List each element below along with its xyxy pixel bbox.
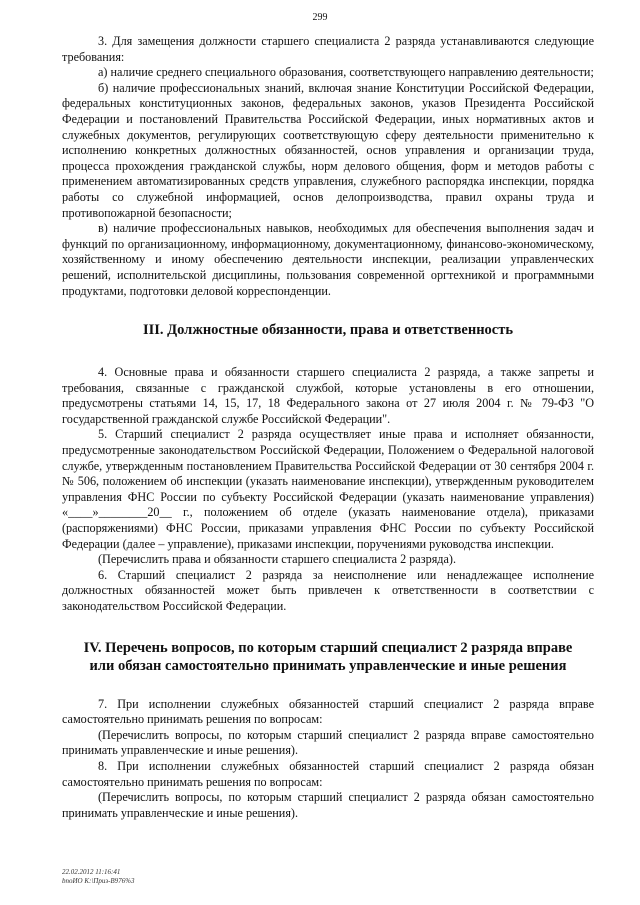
document-body <box>62 34 594 821</box>
page-number: 299 <box>312 12 328 23</box>
paragraph-6: 6. Старший специалист 2 разряда за неисполнение или ненадлежащее исполнение должностных обязанностей может быть привлечен к ответственности в соответствии с законодательством Российской Федерации. <box>62 567 594 613</box>
paragraph-requirements-intro: 3. Для замещения должности старшего специалиста 2 разряда устанавливаются следующие требования: <box>62 34 594 64</box>
paragraph-requirement-b: б) наличие профессиональных знаний, включая знание Конституции Российской Федерации, федеральных конституционных законов, федеральных законов, указов Президента Российской Федерации и постановлений Правительства Российской Федерации, иных нормативных актов и служебных документов, регулирующих соответствующую сферу деятельности применительно к исполнению конкретных должностных обязанностей, основ управления и организации труда, процесса прохождения гражданской службы, норм делового общения, форм и методов работы с применением автоматизированных средств управления, служебного распорядка инспекции, порядка работы со служебной информацией, основ делопроизводства, правил охраны труда и противопожарной безопасности; <box>62 80 594 220</box>
section-3-heading: III. Должностные обязанности, права и ответственность <box>142 322 514 339</box>
footer-file-path: bnoИО К:\Приз-В976%3 <box>62 877 135 885</box>
paragraph-8-note: (Перечислить вопросы, по которым старший специалист 2 разряда обязан самостоятельно принимать управленческие и иные решения). <box>62 790 594 820</box>
section-4-heading-line-2: или обязан самостоятельно принимать управленческие и иные решения <box>89 657 567 674</box>
paragraph-8: 8. При исполнении служебных обязанностей старший специалист 2 разряда обязан самостоятельно принимать решения по вопросам: <box>62 758 594 789</box>
paragraph-7: 7. При исполнении служебных обязанностей старший специалист 2 разряда вправе самостоятельно принимать решения по вопросам: <box>62 696 594 727</box>
paragraph-7-note: (Перечислить вопросы, по которым старший специалист 2 разряда вправе самостоятельно принимать управленческие и иные решения). <box>62 727 594 758</box>
paragraph-requirement-a: а) наличие среднего специального образования, соответствующего направлению деятельности; <box>98 65 594 80</box>
paragraph-5: 5. Старший специалист 2 разряда осуществляет иные права и исполняет обязанности, предусмотренные законодательством Российской Федерации, Положением о Федеральной налоговой службе, утвержденным постановлением Правительства Российской Федерации от 30 сентября 2004 г. № 506, положением об инспекции (указать наименование инспекции), утвержденным руководителем управления ФНС России по субъекту Российской Федерации (указать наименование управления) «____»________20__ г., положением об отделе (указать наименование отдела), приказами (распоряжениями) ФНС России, приказами управления ФНС России по субъекту Российской Федерации (далее – управление), приказами инспекции, поручениями руководства инспекции. <box>62 427 594 551</box>
footer-stamp <box>62 868 135 886</box>
paragraph-requirement-v: в) наличие профессиональных навыков, необходимых для обеспечения выполнения задач и функций по организационному, информационному, документационному, финансово-экономическому, хозяйственному и иному обеспечению деятельности инспекции, реализации управленческих решений, исполнительской дисциплины, пользования современной оргтехникой и программными продуктами, подготовки деловой корреспонденции. <box>62 221 594 298</box>
paragraph-4: 4. Основные права и обязанности старшего специалиста 2 разряда, а также запреты и требования, связанные с гражданской службой, которые установлены в его отношении, предусмотрены статьями 14, 15, 17, 18 Федерального закона от 27 июля 2004 г. № 79-ФЗ "О государственной гражданской службе Российской Федерации". <box>62 365 594 426</box>
section-4-heading <box>62 639 594 675</box>
paragraph-5-note: (Перечислить права и обязанности старшего специалиста 2 разряда). <box>98 552 457 567</box>
footer-timestamp: 22.02.2012 11:16:41 <box>62 868 121 876</box>
section-4-heading-line-1: IV. Перечень вопросов, по которым старший специалист 2 разряда вправе <box>83 639 573 656</box>
